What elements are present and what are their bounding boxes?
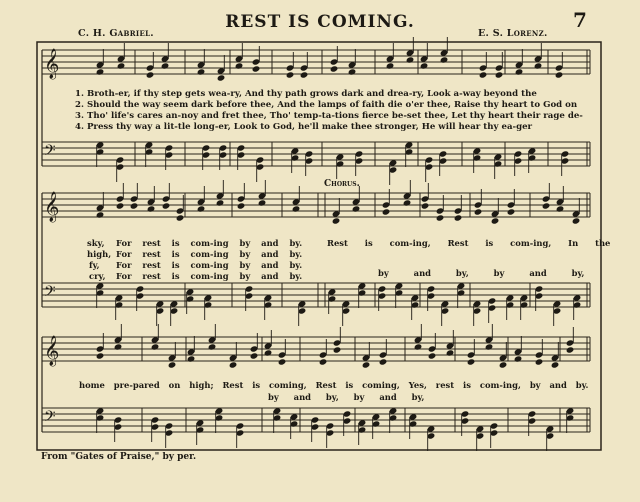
system3-lyric: home pre-pared on high; Rest is coming, Rest is coming, Yes, rest is com-ing, by and by. [79,380,589,390]
refrain-line-4: For rest is com-ing by and by. [116,271,303,281]
note-head [197,68,206,75]
note-head [286,71,295,78]
note-head [495,71,504,78]
note-head [117,62,126,69]
verse-3: 3. Tho' life's cares an-noy and fret thee, Tho' temp-ta-tions fierce be-set thee, Let thy heart their rage de- [75,111,583,121]
note-head [566,346,575,353]
note-head [551,361,560,368]
note-head [348,68,357,75]
refrain-line-2: For rest is com-ing by and by. [116,249,303,259]
note-head [176,214,185,221]
source-credit: From "Gates of Praise," by per. [41,452,197,462]
note-head [535,358,544,365]
note-head [572,217,581,224]
note-head [330,65,339,72]
page-number: 7 [573,8,587,32]
note-head [352,205,361,212]
note-head [428,352,437,359]
note-head [130,202,139,209]
note-head [406,56,415,63]
lyricist-credit: E. S. Lorenz. [478,28,548,39]
note-head [161,62,170,69]
note-head [96,352,105,359]
treble-clef-icon: 𝄞 [44,49,60,79]
note-head [147,205,156,212]
bass-clef-icon: 𝄢 [44,283,56,304]
refrain-line-3: For rest is com-ing by and by. [116,260,303,270]
note-head [250,352,259,359]
note-head [96,68,105,75]
note-head [229,361,238,368]
note-head [237,202,246,209]
note-head [278,358,287,365]
note-head [420,62,429,69]
note-head [382,208,391,215]
note-head [446,349,455,356]
note-head [292,205,301,212]
note-head [499,361,508,368]
note-head [479,71,488,78]
note-head [264,349,273,356]
note-head [403,199,412,206]
verse-2: 2. Should the way seem dark before thee, And the lamps of faith die o'er thee, Raise thy heart to God on [75,100,578,110]
note-head [534,62,543,69]
note-head [216,199,225,206]
note-head [114,343,123,350]
note-head [300,71,309,78]
verse-ending-1: sky, [87,238,105,248]
bass-echo-1: by and by, by and by, [378,268,585,278]
verse-1: 1. Broth-er, if thy step gets wea-ry, And thy path grows dark and drea-ry, Look a-way beyond the [75,89,537,99]
treble-clef-icon: 𝄞 [44,336,60,366]
composer-credit: C. H. Gabriel. [78,28,154,39]
page-title: REST IS COMING. [225,12,415,32]
note-head [556,205,565,212]
note-head [332,217,341,224]
note-head [485,343,494,350]
note-head [440,56,449,63]
bass-echo-2: by and by, by and by, [268,392,425,402]
note-head [491,217,500,224]
note-head [514,355,523,362]
note-head [507,208,516,215]
note-head [96,211,105,218]
note-head [187,355,196,362]
note-head [454,214,463,221]
note-head [146,71,155,78]
bass-clef-icon: 𝄢 [44,142,56,163]
note-head [555,71,564,78]
verse-ending-4: cry, [89,271,106,281]
note-head [197,205,206,212]
note-head [414,343,423,350]
note-head [542,202,551,209]
verse-ending-3: fy, [89,260,100,270]
note-head [333,346,342,353]
note-head [235,62,244,69]
treble-clef-icon: 𝄞 [44,192,60,222]
note-head [168,361,177,368]
verse-ending-2: high, [87,249,112,259]
note-head [116,202,125,209]
note-head [319,358,328,365]
note-head [208,343,217,350]
note-head [436,214,445,221]
note-head [421,202,430,209]
note-head [151,343,160,350]
refrain-line-1: For rest is com-ing by and by. [116,238,303,248]
note-head [474,208,483,215]
bass-clef-icon: 𝄢 [44,408,56,429]
note-head [379,358,388,365]
note-head [258,199,267,206]
note-head [252,65,261,72]
chorus-lyric: Rest is com-ing, Rest is com-ing, In the [327,238,611,248]
note-head [386,62,395,69]
note-head [362,361,371,368]
note-head [162,202,171,209]
note-head [217,74,226,81]
verse-4: 4. Press thy way a lit-tle long-er, Look to God, he'll make thee stronger, He will hear thy ea-ger [75,122,533,132]
note-head [515,68,524,75]
chorus-label: Chorus. [324,179,360,189]
note-head [467,358,476,365]
